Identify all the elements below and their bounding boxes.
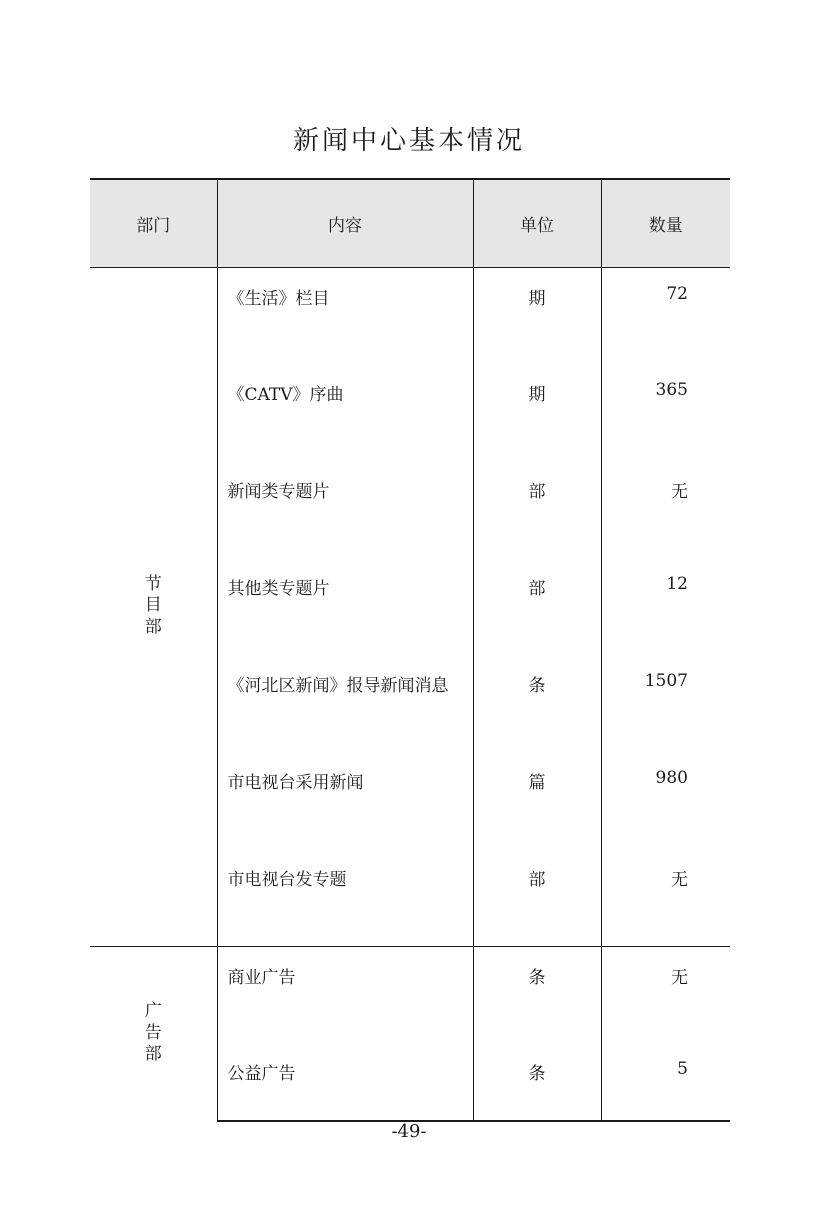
header-dept: 部门 [90,179,217,267]
page-title: 新闻中心基本情况 [292,126,525,156]
content-cell: 《CATV》序曲 [217,364,473,461]
unit-cell: 条 [473,655,601,752]
unit-cell: 条 [473,1043,601,1121]
content-cell: 《生活》栏目 [217,267,473,364]
header-unit: 单位 [473,179,601,267]
qty-cell: 无 [601,849,730,946]
page-number: -49- [391,1121,427,1142]
table-header-row [90,179,730,267]
content-cell: 《河北区新闻》报导新闻消息 [217,655,473,752]
qty-cell: 72 [601,267,730,364]
content-cell: 市电视台采用新闻 [217,752,473,849]
content-cell: 公益广告 [217,1043,473,1121]
unit-cell: 期 [473,267,601,364]
qty-cell: 980 [601,752,730,849]
unit-cell: 篇 [473,752,601,849]
qty-cell: 无 [601,461,730,558]
dept-cell-program [90,267,217,946]
dept-cell-ads [90,946,217,1121]
unit-cell: 期 [473,364,601,461]
unit-cell: 部 [473,558,601,655]
qty-cell: 12 [601,558,730,655]
qty-cell: 无 [601,946,730,1043]
content-cell: 市电视台发专题 [217,849,473,946]
table-row [90,267,730,364]
header-qty: 数量 [601,179,730,267]
table-row [90,946,730,1043]
content-cell: 商业广告 [217,946,473,1043]
dept-label: 节目部 [144,574,162,637]
unit-cell: 部 [473,849,601,946]
qty-cell: 1507 [601,655,730,752]
unit-cell: 条 [473,946,601,1043]
stats-table [90,178,730,1122]
dept-label: 广告部 [144,1001,162,1064]
qty-cell: 365 [601,364,730,461]
content-cell: 新闻类专题片 [217,461,473,558]
header-content: 内容 [217,179,473,267]
unit-cell: 部 [473,461,601,558]
content-cell: 其他类专题片 [217,558,473,655]
qty-cell: 5 [601,1043,730,1121]
